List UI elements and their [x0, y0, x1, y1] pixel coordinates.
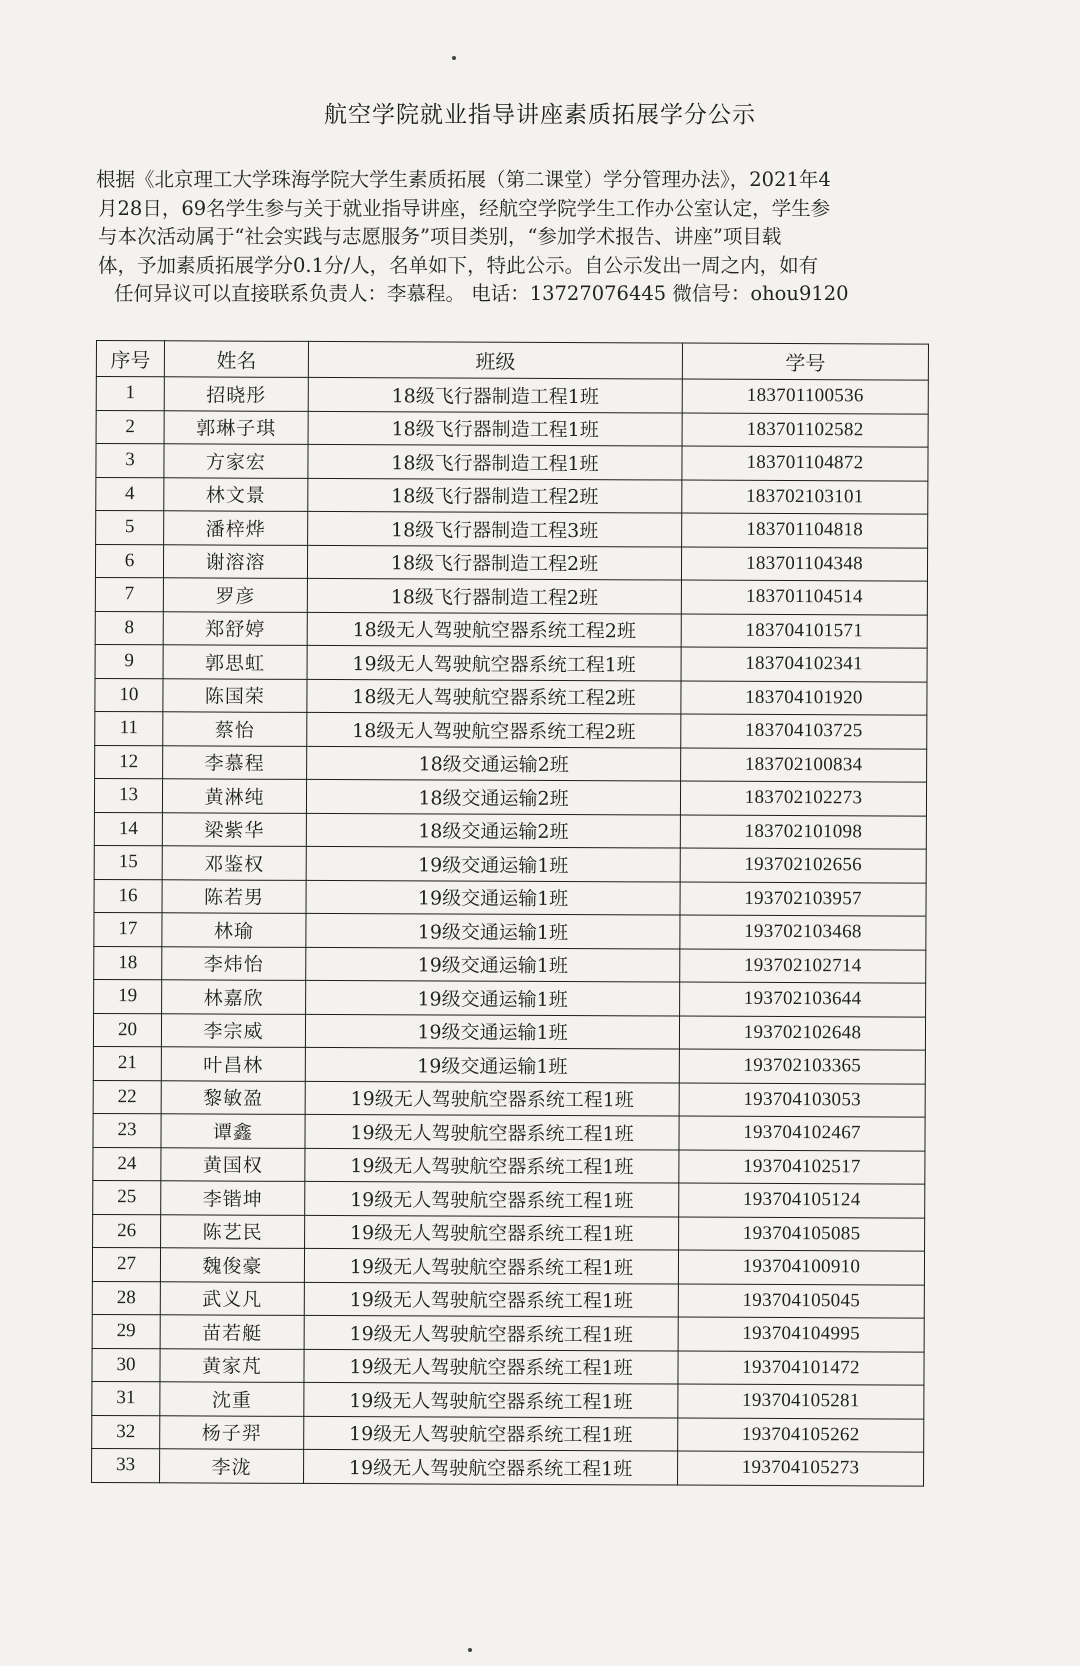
intro-line: 与本次活动属于“社会实践与志愿服务”项目类别，“参加学术报告、讲座”项目载 — [98, 225, 782, 248]
cell-name: 招晓彤 — [164, 377, 308, 411]
cell-class: 19级交通运输1班 — [306, 980, 680, 1015]
cell-index: 32 — [92, 1415, 160, 1449]
cell-class: 19级无人驾驶航空器系统工程1班 — [304, 1248, 678, 1283]
table-row — [94, 845, 926, 882]
cell-student-id: 193704105085 — [679, 1217, 925, 1252]
cell-student-id: 193704105124 — [679, 1183, 925, 1218]
cell-student-id: 183701102582 — [682, 413, 928, 448]
cell-name: 李炜怡 — [162, 946, 306, 980]
cell-class: 18级飞行器制造工程2班 — [308, 478, 682, 513]
cell-student-id: 193704100910 — [678, 1250, 924, 1285]
cell-index: 14 — [94, 812, 162, 846]
cell-class: 18级无人驾驶航空器系统工程2班 — [307, 612, 681, 647]
cell-student-id: 183702102273 — [680, 781, 926, 816]
cell-student-id: 193702103957 — [680, 882, 926, 917]
cell-name: 武义凡 — [160, 1281, 304, 1315]
table-row — [95, 544, 927, 581]
cell-index: 13 — [94, 778, 162, 812]
cell-student-id: 193704105273 — [678, 1451, 924, 1486]
cell-student-id: 183701104348 — [681, 547, 927, 582]
cell-class: 19级交通运输1班 — [305, 1014, 679, 1049]
cell-index: 6 — [95, 544, 163, 578]
cell-class: 19级交通运输1班 — [305, 1047, 679, 1082]
cell-name: 谭鑫 — [161, 1114, 305, 1148]
cell-index: 17 — [94, 912, 162, 946]
table-row — [96, 377, 928, 414]
table-row — [96, 444, 928, 481]
cell-class: 18级飞行器制造工程2班 — [307, 578, 681, 613]
intro-paragraph — [96, 166, 926, 309]
table-row — [92, 1247, 924, 1284]
cell-student-id: 193704105281 — [678, 1384, 924, 1419]
cell-name: 潘梓烨 — [164, 511, 308, 545]
cell-index: 19 — [94, 979, 162, 1013]
cell-name: 郭思虹 — [163, 645, 307, 679]
cell-index: 2 — [96, 410, 164, 444]
table-row — [92, 1348, 924, 1385]
intro-line: 月28日，69名学生参与关于就业指导讲座，经航空学院学生工作办公室认定，学生参 — [98, 196, 831, 220]
cell-index: 30 — [92, 1348, 160, 1382]
cell-index: 26 — [93, 1214, 161, 1248]
table-row — [93, 1013, 925, 1050]
cell-student-id: 193704105262 — [678, 1418, 924, 1453]
cell-name: 李锴坤 — [161, 1181, 305, 1215]
cell-class: 19级无人驾驶航空器系统工程1班 — [304, 1416, 678, 1451]
cell-class: 18级飞行器制造工程2班 — [307, 545, 681, 580]
cell-class: 19级无人驾驶航空器系统工程1班 — [305, 1081, 679, 1116]
cell-class: 19级无人驾驶航空器系统工程1班 — [305, 1215, 679, 1250]
cell-student-id: 183702100834 — [681, 748, 927, 783]
table-row — [96, 477, 928, 514]
scan-speck-top — [452, 56, 456, 60]
table-row — [95, 611, 927, 648]
table-row — [93, 1113, 925, 1150]
table-row — [96, 511, 928, 548]
cell-name: 李宗威 — [161, 1013, 305, 1047]
cell-class: 18级交通运输2班 — [306, 779, 680, 814]
cell-name: 黄淋纯 — [162, 779, 306, 813]
cell-class: 19级无人驾驶航空器系统工程1班 — [305, 1114, 679, 1149]
cell-class: 18级飞行器制造工程1班 — [308, 377, 682, 412]
table-row — [93, 1046, 925, 1083]
cell-class: 19级无人驾驶航空器系统工程1班 — [304, 1349, 678, 1384]
cell-index: 33 — [92, 1448, 160, 1482]
cell-class: 19级交通运输1班 — [306, 846, 680, 881]
cell-student-id: 193702102648 — [679, 1016, 925, 1051]
cell-class: 19级无人驾驶航空器系统工程1班 — [305, 1148, 679, 1183]
cell-name: 陈若男 — [162, 879, 306, 913]
cell-student-id: 183704102341 — [681, 647, 927, 682]
cell-index: 5 — [96, 511, 164, 545]
cell-name: 黄国权 — [161, 1147, 305, 1181]
table-row — [92, 1281, 924, 1318]
document-title: 航空学院就业指导讲座素质拓展学分公示 — [324, 102, 756, 128]
table-row — [94, 812, 926, 849]
intro-line: 根据《北京理工大学珠海学院大学生素质拓展（第二课堂）学分管理办法》，2021年4 — [96, 168, 831, 191]
cell-student-id: 183704101920 — [681, 681, 927, 716]
cell-class: 18级交通运输2班 — [307, 746, 681, 781]
cell-index: 15 — [94, 845, 162, 879]
cell-student-id: 193702103468 — [680, 915, 926, 950]
cell-index: 18 — [94, 946, 162, 980]
cell-index: 8 — [95, 611, 163, 645]
intro-line: 体，予加素质拓展学分0.1分/人，名单如下，特此公示。自公示发出一周之内，如有 — [98, 253, 819, 277]
table-row — [94, 979, 926, 1016]
table-row — [93, 1180, 925, 1217]
cell-name: 林瑜 — [162, 913, 306, 947]
scan-speck-bottom — [468, 1648, 472, 1652]
cell-index: 3 — [96, 444, 164, 478]
cell-index: 12 — [95, 745, 163, 779]
cell-index: 9 — [95, 644, 163, 678]
table-row — [94, 778, 926, 815]
cell-name: 梁紫华 — [162, 812, 306, 846]
cell-student-id: 193704104995 — [678, 1317, 924, 1352]
cell-student-id: 183704101571 — [681, 614, 927, 649]
table-row — [93, 1080, 925, 1117]
cell-index: 27 — [92, 1247, 160, 1281]
cell-class: 19级无人驾驶航空器系统工程1班 — [305, 1181, 679, 1216]
cell-index: 22 — [93, 1080, 161, 1114]
cell-name: 郑舒婷 — [163, 611, 307, 645]
cell-student-id: 183701104872 — [682, 446, 928, 481]
cell-name: 罗彦 — [163, 578, 307, 612]
header-class: 班级 — [308, 341, 682, 379]
cell-student-id: 183702101098 — [680, 815, 926, 850]
table-header-row — [96, 341, 928, 381]
table-row — [95, 745, 927, 782]
cell-class: 18级飞行器制造工程1班 — [308, 411, 682, 446]
cell-name: 谢溶溶 — [163, 544, 307, 578]
cell-class: 19级交通运输1班 — [306, 913, 680, 948]
table-row — [96, 410, 928, 447]
cell-student-id: 193704102517 — [679, 1150, 925, 1185]
cell-class: 19级无人驾驶航空器系统工程1班 — [304, 1382, 678, 1417]
cell-class: 19级无人驾驶航空器系统工程1班 — [304, 1315, 678, 1350]
cell-student-id: 183704103725 — [681, 714, 927, 749]
header-index: 序号 — [96, 341, 164, 377]
cell-index: 11 — [95, 711, 163, 745]
cell-name: 邓鉴权 — [162, 846, 306, 880]
table-row — [92, 1415, 924, 1452]
cell-class: 18级飞行器制造工程1班 — [308, 444, 682, 479]
table-row — [92, 1448, 924, 1485]
cell-class: 19级无人驾驶航空器系统工程1班 — [304, 1282, 678, 1317]
table-row — [94, 946, 926, 983]
table-row — [94, 912, 926, 949]
table-row — [95, 678, 927, 715]
cell-student-id: 193704101472 — [678, 1351, 924, 1386]
cell-name: 李慕程 — [163, 745, 307, 779]
credit-roster-table — [91, 340, 929, 1486]
table-row — [95, 577, 927, 614]
cell-name: 黎敏盈 — [161, 1080, 305, 1114]
cell-name: 郭琳子琪 — [164, 410, 308, 444]
cell-name: 叶昌林 — [161, 1047, 305, 1081]
cell-name: 魏俊豪 — [160, 1248, 304, 1282]
cell-index: 16 — [94, 879, 162, 913]
cell-name: 林嘉欣 — [162, 980, 306, 1014]
table-row — [92, 1381, 924, 1418]
cell-class: 19级无人驾驶航空器系统工程1班 — [307, 645, 681, 680]
cell-student-id: 183701104514 — [681, 580, 927, 615]
cell-index: 7 — [95, 577, 163, 611]
cell-index: 21 — [93, 1046, 161, 1080]
cell-class: 19级交通运输1班 — [306, 880, 680, 915]
cell-student-id: 183701104818 — [682, 513, 928, 548]
cell-student-id: 193704103053 — [679, 1083, 925, 1118]
cell-class: 18级无人驾驶航空器系统工程2班 — [307, 712, 681, 747]
table-row — [93, 1214, 925, 1251]
cell-name: 李泷 — [160, 1449, 304, 1483]
cell-student-id: 183702103101 — [682, 480, 928, 515]
cell-name: 方家宏 — [164, 444, 308, 478]
cell-student-id: 193702102714 — [680, 949, 926, 984]
cell-name: 沈重 — [160, 1382, 304, 1416]
cell-name: 杨子羿 — [160, 1415, 304, 1449]
cell-student-id: 193704102467 — [679, 1116, 925, 1151]
intro-line: 任何异议可以直接联系负责人：李慕程。 电话：13727076445 微信号：ohou9120 — [114, 282, 849, 305]
table-row — [94, 879, 926, 916]
cell-index: 20 — [93, 1013, 161, 1047]
cell-class: 19级交通运输1班 — [306, 947, 680, 982]
cell-name: 陈艺民 — [161, 1214, 305, 1248]
table-body — [92, 377, 929, 1486]
cell-name: 蔡怡 — [163, 712, 307, 746]
cell-student-id: 193702103644 — [680, 982, 926, 1017]
cell-index: 4 — [96, 477, 164, 511]
cell-student-id: 193702102656 — [680, 848, 926, 883]
table-row — [95, 644, 927, 681]
cell-class: 18级交通运输2班 — [306, 813, 680, 848]
cell-student-id: 183701100536 — [682, 379, 928, 414]
cell-name: 苗若艇 — [160, 1315, 304, 1349]
cell-index: 29 — [92, 1314, 160, 1348]
cell-name: 林文景 — [164, 477, 308, 511]
cell-index: 25 — [93, 1180, 161, 1214]
cell-index: 10 — [95, 678, 163, 712]
cell-class: 18级飞行器制造工程3班 — [308, 511, 682, 546]
header-name: 姓名 — [164, 341, 308, 378]
cell-index: 23 — [93, 1113, 161, 1147]
cell-name: 陈国荣 — [163, 678, 307, 712]
cell-index: 1 — [96, 377, 164, 411]
cell-student-id: 193704105045 — [678, 1284, 924, 1319]
table-row — [95, 711, 927, 748]
header-student-id: 学号 — [682, 343, 928, 380]
cell-index: 24 — [93, 1147, 161, 1181]
cell-index: 28 — [92, 1281, 160, 1315]
cell-student-id: 193702103365 — [679, 1049, 925, 1084]
cell-class: 18级无人驾驶航空器系统工程2班 — [307, 679, 681, 714]
table-row — [92, 1314, 924, 1351]
table-row — [93, 1147, 925, 1184]
cell-index: 31 — [92, 1381, 160, 1415]
cell-class: 19级无人驾驶航空器系统工程1班 — [304, 1449, 678, 1484]
cell-name: 黄家芃 — [160, 1348, 304, 1382]
